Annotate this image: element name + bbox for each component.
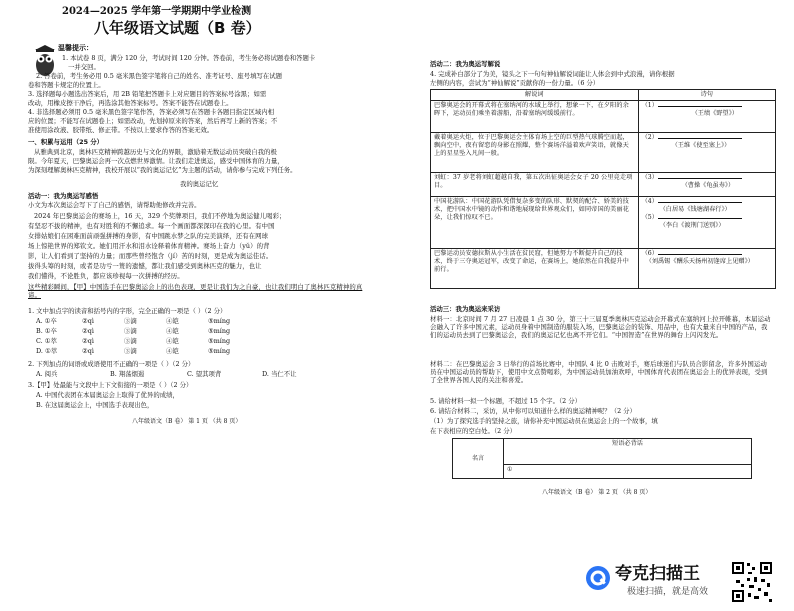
notice-title: 温馨提示：: [58, 44, 93, 52]
q1-opt-part: ④皑: [166, 347, 179, 355]
q1-opt[interactable]: B. ①卒: [36, 327, 57, 335]
essay-line: 2024 年巴黎奥运会的赛场上，16 天，329 个奖牌项目，我们不停地为奥运健儿喝彩；: [34, 212, 286, 220]
table-label: 名言: [453, 439, 504, 479]
question-5: 5. 请给材料一拟一个标题，不超过 15 个字。（2 分）: [430, 397, 582, 405]
poem-source: （曹操《龟虽寿》）: [681, 182, 735, 189]
answer-blank[interactable]: [658, 218, 742, 219]
question-4-cont: 左侧的内容，尝试为“神仙解说”贡献你的一份力量。（6 分）: [430, 79, 600, 87]
poem-source: （白居易《钱塘湖春行》）: [659, 206, 731, 213]
commentary-cell: 中国花游队：中国花游队凭借复杂多变的队形、默契的配合、娇美的技术，把中国水中镜的动作和谐地展现给世界观众们，如同帝国的美丽花朵，让我们惊叹不已。: [431, 197, 639, 249]
q1-opt-part: ③滴: [124, 327, 137, 335]
q1-opt-part: ⑤míng: [208, 317, 231, 325]
poem-source: （李白《渡荆门送别》）: [659, 222, 725, 229]
scanner-brand: 夸克扫描王: [615, 564, 700, 584]
essay-line: 拔得头筹的时刻，或者是功亏一篑的遗憾，都让我们感受到奥林匹克的魅力，也让: [28, 262, 262, 270]
question-1: 1. 文中加点字的读音和括号内的字形，完全正确的一项是（ ）（2 分）: [28, 307, 227, 315]
notice-line: 改动，用橡皮擦干净后，再选涂其他答案标号。答案不能答在试题卷上。: [28, 99, 233, 107]
answer-cell[interactable]: ①: [504, 465, 752, 479]
commentary-cell: 戴着奥运火炬，位于巴黎奥运会主体育场上空的巨型热气球腾空而起，飘向空中，夜有留恋的身影在照耀，整个赛场洋溢着欢声笑语，就像天上的星星坠入凡间一般。: [431, 133, 639, 173]
page-footer: 八年级语文（B 卷） 第 1 页 （共 8 页）: [132, 418, 242, 425]
poem-cell: [638, 249, 775, 289]
q1-opt-part: ③滴: [124, 337, 137, 345]
q1-opt-part: ⑤míng: [208, 337, 231, 345]
q1-opt-part: ②qì: [82, 347, 94, 355]
page-footer: 八年级语文（B 卷） 第 2 页 （共 8 页）: [542, 489, 652, 496]
answer-blank[interactable]: [658, 138, 742, 139]
blank-number: （3）: [641, 174, 658, 181]
q1-opt-part: ④皑: [166, 337, 179, 345]
question-6-sub: （1）为了探究选手的坚持之旅，请你补充中国运动员在奥运会上的一个故事，填: [430, 417, 658, 425]
question-6: 6. 请结合材料二，采访，从中你可以知道什么样的奥运精神呢？（2 分）: [430, 407, 636, 415]
question-6-sub: 在下表相应的空白处。（2 分）: [430, 427, 516, 435]
activity-heading: 活动二：我为奥运写解说: [430, 60, 501, 68]
question-4: 4. 完成补白部分了为美，镜头之下一句句神仙解说词能让人体会到中式浪漫，请你根据: [430, 70, 675, 78]
q1-opt[interactable]: A. ①卒: [36, 317, 57, 325]
notice-line: 4. 非选择题必须用 0.5 毫米黑色签字笔作答，答案必须写在答题卡各题目指定区域内相: [28, 108, 275, 116]
q1-opt-part: ②qì: [82, 337, 94, 345]
answer-table: [452, 438, 752, 479]
poem-source: （王维《使至塞上》）: [671, 142, 731, 149]
q1-options: [36, 317, 296, 357]
q2-option[interactable]: D. 当仁不让: [262, 370, 297, 378]
answer-blank[interactable]: [658, 178, 742, 179]
commentary-cell: 巴黎运动员安德拉斯从小生活在贫民窟，但她努力不断提升自己的技术，终于三夺奥运冠军，改变了命运，在赛场上，她依然在自我提升中前行。: [431, 249, 639, 289]
poem-source: （王绩《野望》）: [691, 110, 738, 117]
commentary-cell: 巴黎奥运会的开幕式将在塞纳河的水域上举行，想象一下，在夕阳的余晖下，运动员们乘坐着游船，沿着塞纳河缓缓前行。: [431, 101, 639, 133]
exam-year: 2024—2025 学年第一学期期中学业检测: [62, 6, 252, 17]
blank-number: （6）: [641, 250, 658, 257]
intro-line: 为深刻理解奥林匹克精神，我校开展以“我的奥运记忆”为主题的活动，请你参与完成下列任务。: [28, 166, 297, 174]
intro-line: 限。今年夏天，巴黎奥运会再一次点燃世界激情。让我们走进奥运，感受中国体育的力量，: [28, 157, 284, 165]
scanner-logo-icon: [585, 565, 611, 591]
blank-number: （4）: [641, 198, 658, 205]
essay-note: 这些精彩瞬间，【甲】中国选手在巴黎奥运会上的出色表现，更是让我们为之自豪，也让我们明白了奥林匹克精神的真谛。: [28, 283, 363, 299]
q1-opt-part: ②qì: [82, 327, 94, 335]
commentary-cell: 刘虹：37 岁老将刘虹超越自我，第五次出征奥运会女子 20 公里竞走项目。: [431, 173, 639, 197]
material-2: 材料二：在巴黎奥运会 3 日举行的首场比赛中，中国队 4 比 0 击败对手，赛后球迷们与队员合影留念，许多外国运动员在中国运动员的帮助下，使用中文点赞喝彩，为中国运动员加油欢呼，中国体育代表团在奥运会上的优异表现，受到了全世界各国人民的关注和喜爱。: [430, 360, 768, 384]
material-1: 材料一：北京时间 7 月 27 日凌晨 1 点 30 分，第三十三届夏季奥林匹克运动会开幕式在塞纳河上拉开帷幕，本届运动会融入了许多中国元素，运动员身着中国制造的服装入场，巴黎奥运会的装饰、用品中，也有大量来自中国的产品，我们的运动员去到了巴黎奥运会，我们的奥运记忆也离不开它们。“中国智造”在世界的舞台上闪闪发光。: [430, 315, 771, 339]
blank-number: （2）: [641, 134, 658, 141]
answer-blank[interactable]: [658, 106, 742, 107]
intro-line: 从雅典到北京，奥林匹克精神跨越历史与文化的界限，激励着无数运动员突破自我的极: [34, 148, 277, 156]
notice-line: 卷和答题卡规定的位置上。: [28, 81, 105, 89]
answer-blank[interactable]: [658, 202, 742, 203]
q2-option[interactable]: C. 望其项背: [187, 370, 222, 378]
activity-desc: 小文为本次奥运会写下了自己的感悟，请帮助他修改并完善。: [28, 201, 201, 209]
activity-heading: 活动一：我为奥运写感悟: [28, 192, 99, 200]
essay-line: 有坚忍不拔的精神，也有对胜利的不懈追求。每一个画面都深深印在我的心里。有中国: [28, 222, 275, 230]
notice-line: 准使用涂改液、胶带纸、修正带。不按以上要求作答的答案无效。: [28, 126, 214, 134]
q1-opt-part: ⑤míng: [208, 347, 231, 355]
activity-heading: 活动三：我为奥运来采访: [430, 305, 501, 313]
q1-opt-part: ⑤míng: [208, 327, 231, 335]
notice-line: 3. 选择题每小题选出答案后，用 2B 铅笔把答题卡上对应题目的答案标号涂黑；如需: [28, 90, 267, 98]
question-2: 2. 下列加点的词语或成语使用不正确的一项是（ ）（2 分）: [28, 360, 195, 368]
commentary-table: [430, 89, 776, 289]
qr-code-icon: [731, 561, 773, 603]
exam-title: 八年级语文试题（B 卷）: [94, 19, 261, 37]
essay-title: 我的奥运记忆: [180, 180, 219, 188]
q1-opt-part: ④皑: [166, 327, 179, 335]
scanner-slogan: 极速扫描，就是高效: [627, 587, 709, 597]
essay-line: 影，让人们看到了坚持的力量；而那些曾经饱含（jí）苦的时刻，更是成为奥运佳话。: [28, 252, 273, 260]
q2-option[interactable]: B. 翔荡烟遏: [110, 370, 145, 378]
table-header: 解说词: [431, 90, 639, 101]
q1-opt[interactable]: C. ①萃: [36, 337, 57, 345]
q3-option[interactable]: A. 中国代表团在本届奥运会上取得了优异的成绩，: [36, 391, 179, 399]
blank-number: （1）: [641, 102, 658, 109]
q2-option[interactable]: A. 阅兵: [36, 370, 58, 378]
q1-opt-part: ③滴: [124, 317, 137, 325]
blank-number: （5）: [641, 214, 658, 221]
q3-option[interactable]: B. 在这届奥运会上，中国选手表现出色，: [36, 401, 154, 409]
table-header: 短语必背话: [504, 439, 752, 465]
q1-opt-part: ③滴: [124, 347, 137, 355]
q1-opt[interactable]: D. ①萃: [36, 347, 58, 355]
notice-line: 1. 本试卷 8 页，满分 120 分，考试时间 120 分钟。答卷前，考生务必将试题卷和答题卡: [62, 54, 316, 62]
q1-opt-part: ④皑: [166, 317, 179, 325]
question-3: 3.【甲】处最能与文段中上下文衔接的一项是（ ）（2 分）: [28, 381, 193, 389]
essay-line: 我们懂得，不论胜负，都应该珍视每一次拼搏的经历。: [28, 272, 184, 280]
answer-blank[interactable]: [658, 254, 742, 255]
table-header: 诗句: [638, 90, 775, 101]
poem-source: （刘禹锡《酬乐天扬州初逢席上见赠》）: [645, 258, 754, 265]
poem-cell: [638, 197, 775, 249]
essay-line: 场上惊艳世界的郑钦文。她们用汗水和泪水诠释着体育精神。赛场上奋力（yǔ）的背: [28, 242, 270, 250]
poem-cell: [638, 173, 775, 197]
q1-opt-part: ②qì: [82, 317, 94, 325]
scanner-watermark: [585, 561, 785, 607]
notice-line: 一并交回。: [68, 63, 100, 71]
poem-cell: [638, 101, 775, 133]
poem-cell: [638, 133, 775, 173]
section-heading: 一、积累与运用（25 分）: [28, 138, 104, 146]
notice-line: 应的位置；不能写在试题卷上；如需改动，先划掉原来的答案，然后再写上新的答案；不: [28, 117, 278, 125]
essay-line: 女排姑娘们在困难面前顽强拼搏的身影，有中国跳水梦之队的完美演绎，还有在网球: [28, 232, 269, 240]
notice-line: 2. 答卷前，考生务必用 0.5 毫米黑色签字笔将自己的姓名、准考证号、座号填写在试题: [36, 72, 283, 80]
